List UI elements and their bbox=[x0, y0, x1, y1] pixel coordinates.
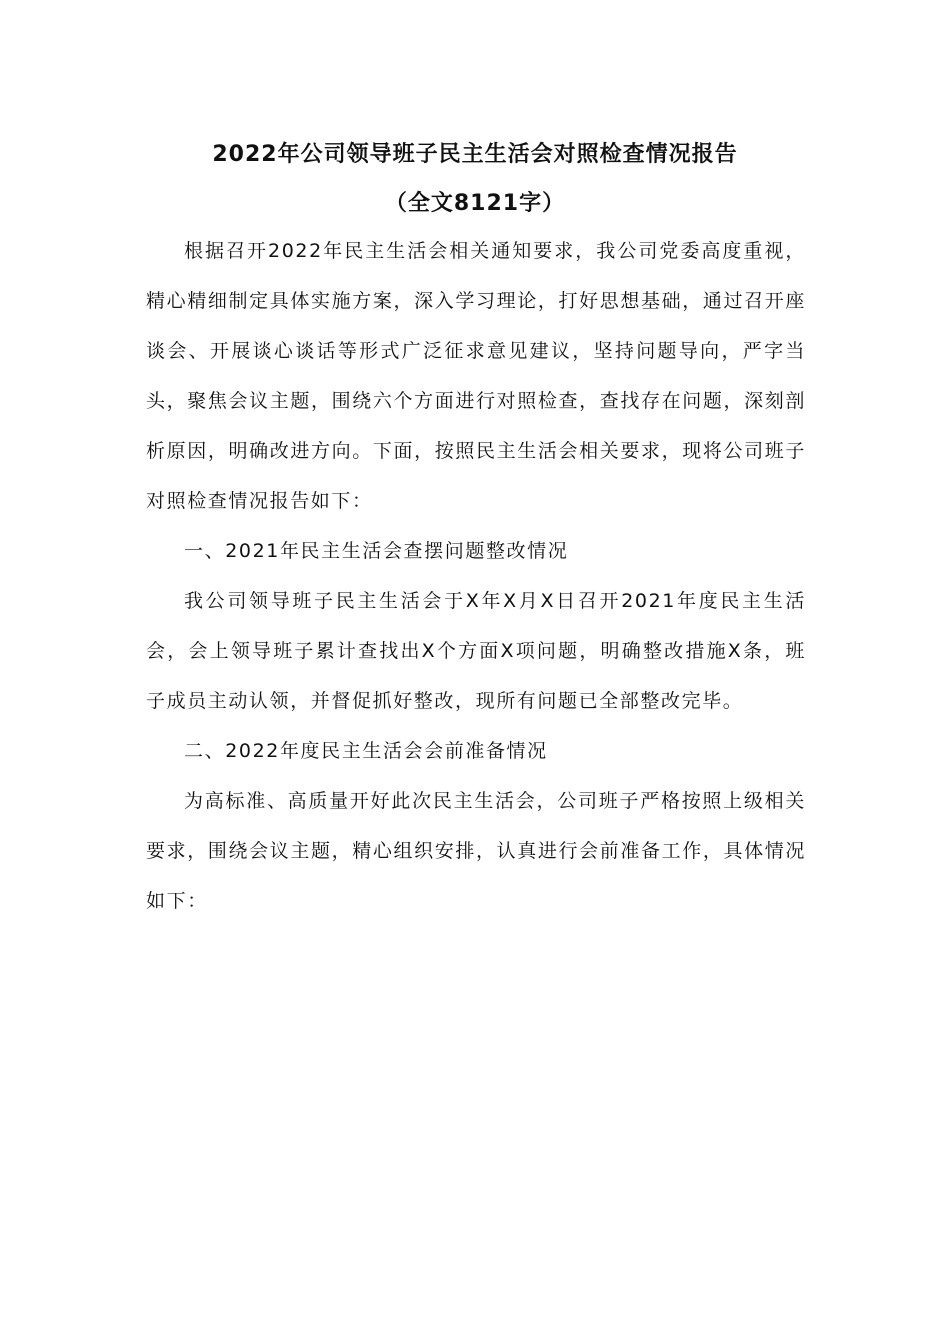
section-2-paragraph: 为高标准、高质量开好此次民主生活会，公司班子严格按照上级相关要求，围绕会议主题，精心组织安排，认真进行会前准备工作，具体情况如下： bbox=[146, 790, 806, 912]
section-heading-2: 二、2022年度民主生活会会前准备情况 bbox=[184, 740, 548, 762]
document-subtitle: （全文8121字） bbox=[384, 191, 566, 216]
intro-paragraph: 根据召开2022年民主生活会相关通知要求，我公司党委高度重视，精心精细制定具体实施方案，深入学习理论，打好思想基础，通过召开座谈会、开展谈心谈话等形式广泛征求意见建议，坚持问题导向，严字当头，聚焦会议主题，围绕六个方面进行对照检查，查找存在问题，深刻剖析原因，明确改进方向。下面，按照民主生活会相关要求，现将公司班子对照检查情况报告如下： bbox=[146, 240, 806, 512]
document-body bbox=[146, 226, 806, 926]
section-heading-1: 一、2021年民主生活会查摆问题整改情况 bbox=[184, 540, 569, 562]
section-1-paragraph: 我公司领导班子民主生活会于X年X月X日召开2021年度民主生活会，会上领导班子累计查找出X个方面X项问题，明确整改措施X条，班子成员主动认领，并督促抓好整改，现所有问题已全部整改完毕。 bbox=[146, 590, 806, 712]
document-title: 2022年公司领导班子民主生活会对照检查情况报告 bbox=[212, 142, 738, 167]
